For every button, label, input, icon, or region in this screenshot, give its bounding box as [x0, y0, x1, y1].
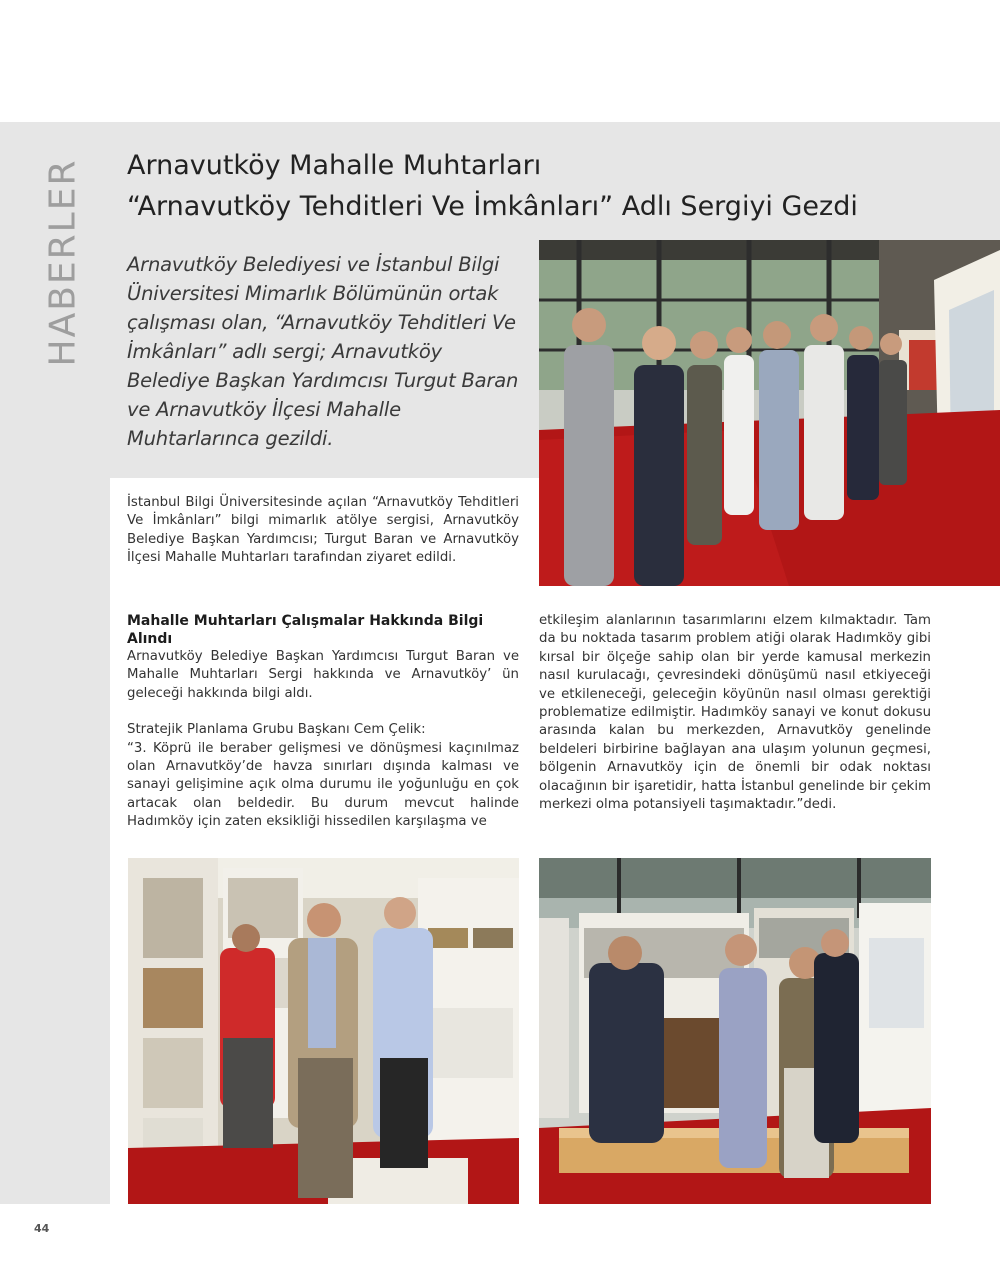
intro-paragraph: İstanbul Bilgi Üniversitesinde açılan “Arnavutköy Tehditleri Ve İmkânları” bilgi mimarlık atölye sergisi, Arnavutköy Belediye Başkan Yardımcısı; Turgut Baran ve Arnavutköy İlçesi Mahalle Muhtarları tarafından ziyaret edildi. — [127, 495, 519, 566]
photo-officials-visit — [539, 240, 1000, 586]
title-line-2: “Arnavutköy Tehditleri Ve İmkânları” Adlı Sergiyi Gezdi — [127, 191, 858, 222]
paragraph-2: Stratejik Planlama Grubu Başkanı Cem Çelik: — [127, 722, 426, 738]
photo-exhibition-group — [539, 858, 931, 1204]
title-line-1: Arnavutköy Mahalle Muhtarları — [127, 150, 542, 181]
subheading: Mahalle Muhtarları Çalışmalar Hakkında Bilgi Alındı — [127, 613, 484, 647]
page-number: 44 — [34, 1222, 50, 1235]
photo-exhibition-discussion — [128, 858, 519, 1204]
column-left — [127, 612, 519, 832]
quote-part-2: etkileşim alanlarının tasarımlarını elzem kılmaktadır. Tam da bu noktada tasarım problem atiği olarak Hadımköy gibi kırsal bir ölçeğe sahip olan bir yerde kamusal merkezin nasıl kurulacağı, çevresindeki dönüşümü nasıl etkiyeceği ve etkileneceği, geleceğin köyünün nasıl olması gerektiği problematize edilmiştir. Hadımköy sanayi ve konut dokusu arasında kalan bu merkezden, Arnavutköy genelinde beldeleri birbirine bağlayan ana ulaşım yolunun geçmesi, bölgenin Arnavutköy için de önemli bir odak noktası olacağının bir işaretidir, hatta İstanbul genelinde bir çekim merkezi olma potansiyeli taşımaktadır.”dedi. — [539, 613, 931, 813]
quote-part-1: “3. Köprü ile beraber gelişmesi ve dönüşmesi kaçınılmaz olan Arnavutköy’de havza sınırları dışında kalması ve sanayi gelişimine açık olma durumu ile yoğunluğu en çok artacak olan beldedir. Bu durum mevcut halinde Hadımköy için zaten eksikliği hissedilen karşılaşma ve — [127, 740, 519, 830]
article-title — [127, 145, 987, 227]
lead-paragraph: Arnavutköy Belediyesi ve İstanbul Bilgi Üniversitesi Mimarlık Bölümünün ortak çalışması olan, “Arnavutköy Tehditleri Ve İmkânları” adlı sergi; Arnavutköy Belediye Başkan Yardımcısı Turgut Baran ve Arnavutköy İlçesi Mahalle Muhtarlarınca gezildi. — [127, 253, 519, 450]
column-right — [539, 612, 931, 814]
section-label: HABERLER — [42, 158, 84, 366]
paragraph-1: Arnavutköy Belediye Başkan Yardımcısı Turgut Baran ve Mahalle Muhtarları Sergi hakkında ve Arnavutköy’ ün geleceği hakkında bilgi aldı. — [127, 649, 519, 701]
